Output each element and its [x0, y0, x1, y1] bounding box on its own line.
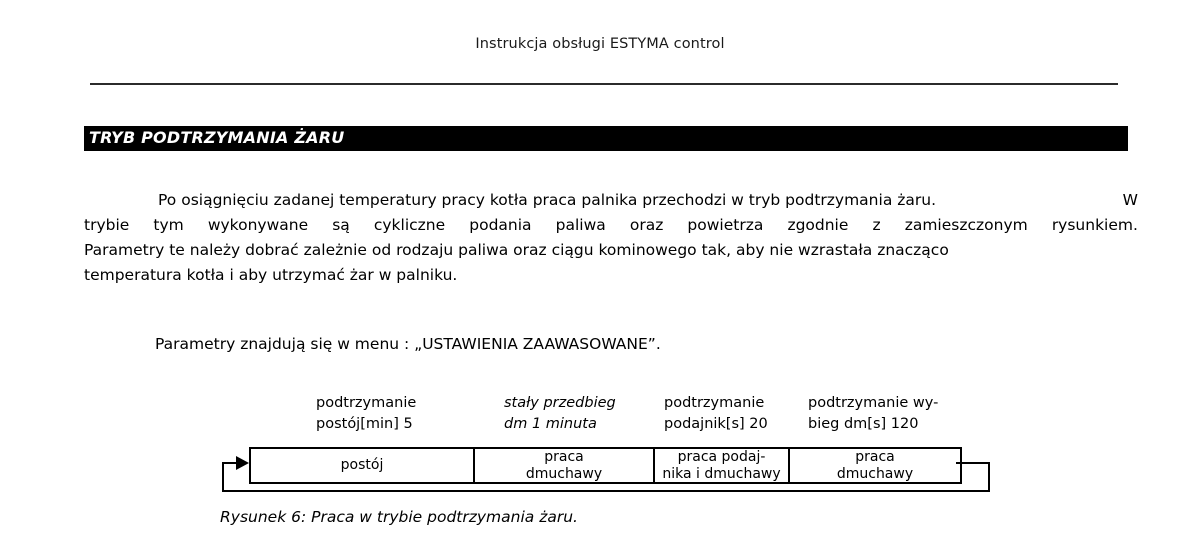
diagram-label-2 [504, 393, 616, 435]
paragraph-line-1-indent-and-text [84, 188, 936, 213]
diagram-label-1 [316, 393, 416, 435]
phase-box-2-line1: praca [544, 448, 584, 465]
paragraph-line-2-w1: trybie [84, 216, 130, 234]
phase-box-postoj [251, 449, 475, 482]
paragraph-line-2-w9: powietrza [687, 216, 764, 234]
paragraph-line-2-w10: zgodnie [787, 216, 849, 234]
phase-box-3-line1: praca podaj- [677, 448, 766, 465]
figure-6-diagram [0, 385, 1200, 505]
phase-box-praca-dmuchawy-1 [475, 449, 655, 482]
paragraph-line-1 [84, 188, 1138, 213]
loop-wire-right-vertical [988, 463, 990, 492]
loop-wire-right-horizontal [956, 462, 990, 464]
running-header: Instrukcja obsługi ESTYMA control [475, 36, 725, 52]
phase-box-4-line2: dmuchawy [836, 465, 914, 482]
diagram-label-3 [664, 393, 768, 435]
phase-box-praca-podajnika-i-dmuchawy [655, 449, 790, 482]
paragraph-line-2-w6: podania [469, 216, 532, 234]
header-divider-rule [90, 83, 1118, 85]
paragraph-line-2-w5: cykliczne [373, 216, 446, 234]
loop-wire-left-vertical [222, 463, 224, 492]
phase-box-2-line2: dmuchawy [525, 465, 603, 482]
paragraph-line-2-w3: wykonywane [207, 216, 309, 234]
paragraph-line-4: temperatura kotła i aby utrzymać żar w palniku. [84, 266, 458, 284]
phase-box-4-line1: praca [855, 448, 895, 465]
diagram-phase-strip [249, 447, 962, 484]
phase-box-1-line1: postój [340, 457, 384, 473]
paragraph-line-3: Parametry te należy dobrać zależnie od rodzaju paliwa oraz ciągu kominowego tak, aby nie wzrastała znacząco [84, 241, 949, 259]
phase-box-praca-dmuchawy-2 [790, 449, 960, 482]
body-paragraph [84, 188, 1138, 288]
diagram-label-3-line2: podajnik[s] 20 [664, 416, 768, 432]
figure-caption: Rysunek 6: Praca w trybie podtrzymania żaru. [220, 508, 578, 526]
paragraph-line-2-w8: oraz [629, 216, 664, 234]
paragraph-line-2-w7: paliwa [555, 216, 606, 234]
menu-location-note: Parametry znajdują się w menu : „USTAWIENIA ZAAWASOWANE”. [155, 335, 661, 353]
paragraph-line-2-w11: z [872, 216, 881, 234]
paragraph-line-1-text: Po osiągnięciu zadanej temperatury pracy kotła praca palnika przechodzi w tryb podtrzymania żaru. [158, 191, 936, 209]
paragraph-line-2-w4: są [332, 216, 350, 234]
loop-arrow-icon [236, 456, 249, 470]
paragraph-line-2 [84, 213, 1138, 238]
diagram-label-1-line1: podtrzymanie [316, 395, 417, 411]
diagram-parameter-labels [0, 385, 1200, 433]
paragraph-line-2-w13: rysunkiem. [1051, 216, 1138, 234]
diagram-label-2-line2: dm 1 minuta [504, 416, 597, 432]
paragraph-line-2-w12: zamieszczonym [904, 216, 1028, 234]
diagram-label-4-line1: podtrzymanie wy- [808, 395, 939, 411]
section-title-text: TRYB PODTRZYMANIA ŻARU [89, 128, 345, 147]
phase-box-3-line2: nika i dmuchawy [662, 465, 781, 482]
paragraph-line-1-tail: W [1122, 191, 1138, 209]
diagram-label-2-line1: stały przedbieg [504, 395, 616, 411]
loop-wire-bottom-horizontal [222, 490, 990, 492]
paragraph-line-2-w2: tym [153, 216, 184, 234]
diagram-label-1-line2: postój[min] 5 [316, 416, 413, 432]
section-title-bar [84, 126, 1128, 151]
diagram-label-4-line2: bieg dm[s] 120 [808, 416, 919, 432]
diagram-label-4 [808, 393, 938, 435]
diagram-label-3-line1: podtrzymanie [664, 395, 765, 411]
